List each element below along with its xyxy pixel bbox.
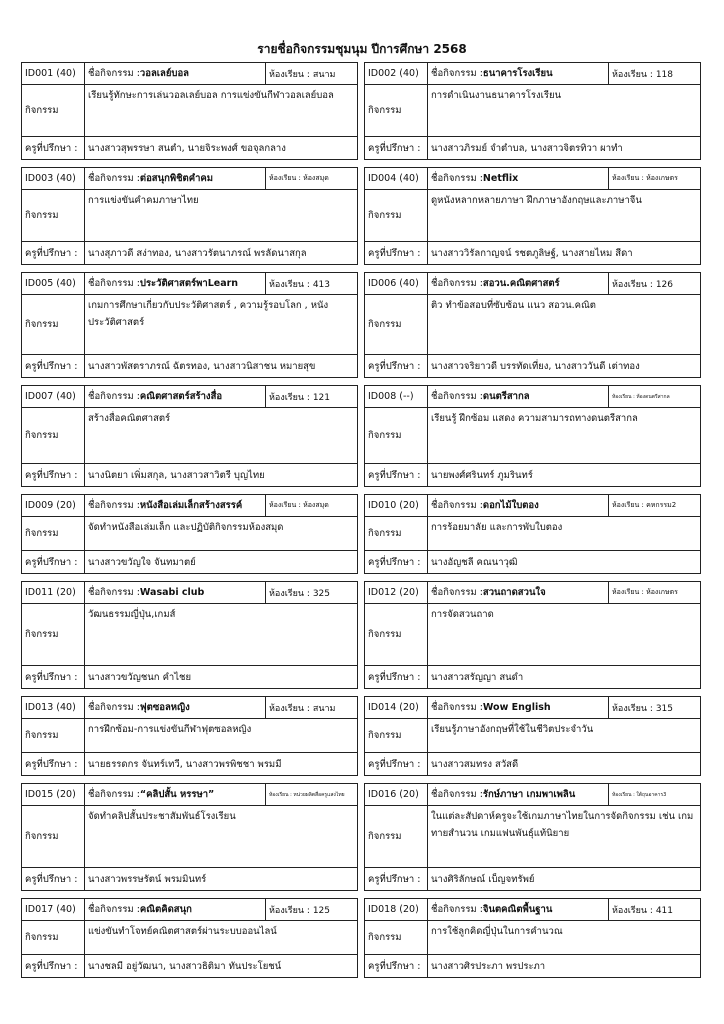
club-card	[21, 494, 358, 574]
advisor-names: นายพงศ์ศรินทร์ ภูมรินทร์	[431, 469, 533, 481]
club-id: ID004 (40)	[365, 168, 428, 190]
advisor-names: นางศิริลักษณ์ เบ็ญจทรัพย์	[431, 873, 535, 885]
activity-label: กิจกรรม	[22, 806, 85, 868]
advisor-label: ครูที่ปรึกษา :	[22, 242, 85, 264]
advisor-label: ครูที่ปรึกษา :	[22, 753, 85, 775]
club-name-prefix: ชื่อกิจกรรม :	[431, 587, 483, 598]
club-name: Wow English	[482, 702, 551, 713]
activity-label: กิจกรรม	[365, 604, 428, 666]
club-name: วอลเลย์บอล	[139, 68, 189, 79]
club-room: ห้องเรียน : คหกรรม2	[609, 495, 700, 517]
club-id: ID006 (40)	[365, 273, 428, 295]
advisor-names: นายธรรดกร จันทร์เทวี, นางสาวพรพิชชา พรมมี	[88, 758, 282, 770]
activity-label: กิจกรรม	[22, 190, 85, 242]
activity-description: การใช้ลูกคิดญี่ปุ่นในการคำนวณ	[428, 921, 700, 955]
advisor-label: ครูที่ปรึกษา :	[22, 666, 85, 688]
club-card	[364, 272, 701, 378]
advisor-label: ครูที่ปรึกษา :	[365, 753, 428, 775]
club-room: ห้องเรียน : 125	[266, 899, 357, 921]
advisor-names: นางสุภาวดี สง่าทอง, นางสาวรัตนาภรณ์ พรลัดนาสกุล	[88, 247, 307, 259]
activity-description: ในแต่ละสัปดาห์ครูจะใช้เกมภาษาไทยในการจัดกิจกรรม เช่น เกมทายสำนวน เกมแฟนพันธุ์แท้นิยาย	[428, 806, 700, 868]
club-name: รักษ์ภาษา เกมพาเพลิน	[482, 789, 576, 800]
club-name-cell	[428, 582, 609, 604]
club-name: ธนาคารโรงเรียน	[482, 68, 553, 79]
advisor-names: นางสาวพรรษรัตน์ พรมมินทร์	[88, 873, 207, 885]
club-name: คณิตศาสตร์สร้างสื่อ	[139, 391, 223, 402]
club-card	[21, 898, 358, 978]
activity-description: เกมการศึกษาเกี่ยวกับประวัติศาสตร์ , ความรู้รอบโลก , หนังประวัติศาสตร์	[85, 295, 357, 355]
club-room: ห้องเรียน : หน่วยผลิตสื่อครูแสงไทย	[266, 784, 357, 806]
advisor-label: ครูที่ปรึกษา :	[22, 955, 85, 977]
advisor-label: ครูที่ปรึกษา :	[365, 355, 428, 377]
club-name: “คลิปสั้น หรรษา”	[139, 789, 215, 800]
advisor-names: นางสาวภิรมย์ จำตำบล, นางสาวจิตรทิวา ผาทำ	[431, 142, 623, 154]
club-card	[364, 494, 701, 574]
club-room: ห้องเรียน : ห้องดนตรีสากล	[609, 386, 700, 408]
advisor-label: ครูที่ปรึกษา :	[365, 666, 428, 688]
activity-description: แข่งขันทำโจทย์คณิตศาสตร์ผ่านระบบออนไลน์	[85, 921, 357, 955]
club-name-prefix: ชื่อกิจกรรม :	[431, 173, 483, 184]
activity-label: กิจกรรม	[22, 604, 85, 666]
club-id: ID014 (20)	[365, 697, 428, 719]
activity-description: เรียนรู้ ฝึกซ้อม แสดง ความสามารถทางดนตรีสากล	[428, 408, 700, 464]
advisor-names: นางสาวสรัญญา สนดำ	[431, 671, 524, 683]
club-room: ห้องเรียน : 411	[609, 899, 700, 921]
club-room: ห้องเรียน : 118	[609, 63, 700, 85]
activity-description: การดำเนินงานธนาคารโรงเรียน	[428, 85, 700, 137]
club-name-cell	[85, 63, 266, 85]
club-name-prefix: ชื่อกิจกรรม :	[88, 587, 140, 598]
club-card	[364, 783, 701, 891]
advisor-label: ครูที่ปรึกษา :	[365, 464, 428, 486]
club-name-cell	[428, 386, 609, 408]
club-name-cell	[428, 495, 609, 517]
advisor-label: ครูที่ปรึกษา :	[365, 242, 428, 264]
club-name-cell	[428, 899, 609, 921]
club-room: ห้องเรียน : ห้องเกษตร	[609, 582, 700, 604]
club-room: ห้องเรียน : ห้องสมุด	[266, 168, 357, 190]
advisor-names: นางสาวขวัญชนก คำไชย	[88, 671, 192, 683]
club-name-cell	[85, 697, 266, 719]
club-card	[364, 167, 701, 265]
club-name-cell	[428, 63, 609, 85]
advisor-names: นางสาวสมทรง สวัสดี	[431, 758, 519, 770]
club-grid	[21, 62, 701, 978]
club-name-cell	[85, 495, 266, 517]
club-id: ID011 (20)	[22, 582, 85, 604]
club-name-prefix: ชื่อกิจกรรม :	[88, 391, 140, 402]
activity-label: กิจกรรม	[22, 921, 85, 955]
club-name-prefix: ชื่อกิจกรรม :	[431, 278, 483, 289]
club-card	[21, 272, 358, 378]
club-name-prefix: ชื่อกิจกรรม :	[431, 500, 483, 511]
advisor-names: นางนิตยา เพิ่มสกุล, นางสาวสาวิตรี บุญไทย	[88, 469, 265, 481]
advisor-names: นางสาวสุพรรษา สนตำ, นายจิระพงศ์ ขอจุลกลาง	[88, 142, 286, 154]
club-id: ID015 (20)	[22, 784, 85, 806]
activity-label: กิจกรรม	[22, 719, 85, 753]
activity-description: การฝึกซ้อม-การแข่งขันกีฬาฟุตซอลหญิง	[85, 719, 357, 753]
club-room: ห้องเรียน : 315	[609, 697, 700, 719]
club-name: หนังสือเล่มเล็กสร้างสรรค์	[139, 500, 243, 511]
advisor-names: นางสาวพัสตราภรณ์ ฉัตรทอง, นางสาวนิสาชน หมายสุข	[88, 360, 316, 372]
club-name-cell	[428, 168, 609, 190]
club-name-prefix: ชื่อกิจกรรม :	[88, 500, 140, 511]
club-id: ID009 (20)	[22, 495, 85, 517]
club-name-cell	[85, 899, 266, 921]
club-id: ID013 (40)	[22, 697, 85, 719]
advisor-label: ครูที่ปรึกษา :	[365, 868, 428, 890]
club-card	[21, 696, 358, 776]
activity-description: เรียนรู้ทักษะการเล่นวอลเลย์บอล การแข่งขันกีฬาวอลเลย์บอล	[85, 85, 357, 137]
club-name: สวนถาดสวนใจ	[482, 587, 546, 598]
advisor-label: ครูที่ปรึกษา :	[365, 137, 428, 159]
club-card	[364, 898, 701, 978]
activity-description: สร้างสื่อคณิตศาสตร์	[85, 408, 357, 464]
club-name-prefix: ชื่อกิจกรรม :	[431, 702, 483, 713]
activity-label: กิจกรรม	[365, 85, 428, 137]
club-id: ID007 (40)	[22, 386, 85, 408]
club-name-prefix: ชื่อกิจกรรม :	[431, 68, 483, 79]
club-name-prefix: ชื่อกิจกรรม :	[88, 173, 140, 184]
activity-label: กิจกรรม	[365, 295, 428, 355]
advisor-label: ครูที่ปรึกษา :	[22, 551, 85, 573]
activity-description: การจัดสวนถาด	[428, 604, 700, 666]
activity-label: กิจกรรม	[22, 408, 85, 464]
activity-description: การแข่งขันคำคมภาษาไทย	[85, 190, 357, 242]
club-name-cell	[428, 697, 609, 719]
advisor-label: ครูที่ปรึกษา :	[22, 137, 85, 159]
club-room: ห้องเรียน : 325	[266, 582, 357, 604]
club-id: ID003 (40)	[22, 168, 85, 190]
advisor-label: ครูที่ปรึกษา :	[365, 955, 428, 977]
club-name-prefix: ชื่อกิจกรรม :	[88, 904, 140, 915]
club-id: ID008 (--)	[365, 386, 428, 408]
page-title: รายชื่อกิจกรรมชุมนุม ปีการศึกษา 2568	[257, 42, 467, 56]
club-id: ID002 (40)	[365, 63, 428, 85]
club-name-prefix: ชื่อกิจกรรม :	[88, 702, 140, 713]
club-room: ห้องเรียน : 413	[266, 273, 357, 295]
advisor-names: นางชลมี อยู่วัฒนา, นางสาวธิติมา ทันประโยชน์	[88, 960, 282, 972]
club-name-cell	[85, 168, 266, 190]
activity-description: จัดทำหนังสือเล่มเล็ก และปฏิบัติกิจกรรมห้องสมุด	[85, 517, 357, 551]
activity-description: จัดทำคลิปสั้นประชาสัมพันธ์โรงเรียน	[85, 806, 357, 868]
advisor-names: นางอัญชลี คณนาวุฒิ	[431, 556, 518, 568]
club-name-cell	[428, 273, 609, 295]
club-name-cell	[428, 784, 609, 806]
club-name: Wasabi club	[139, 587, 205, 598]
club-card	[364, 385, 701, 487]
activity-label: กิจกรรม	[365, 806, 428, 868]
activity-label: กิจกรรม	[22, 295, 85, 355]
advisor-names: นางสาววิรัลกาญจน์ รชตภูลิษฐ์, นางสายไหม สีดา	[431, 247, 633, 259]
activity-label: กิจกรรม	[22, 517, 85, 551]
club-id: ID016 (20)	[365, 784, 428, 806]
advisor-names: นางสาวจริยาวดี บรรทัดเที่ยง, นางสาววันดี เต่าทอง	[431, 360, 640, 372]
activity-label: กิจกรรม	[365, 921, 428, 955]
club-name: จินตคณิตพื้นฐาน	[482, 904, 553, 915]
club-id: ID018 (20)	[365, 899, 428, 921]
club-room: ห้องเรียน : ห้องเกษตร	[609, 168, 700, 190]
activity-label: กิจกรรม	[365, 517, 428, 551]
club-room: ห้องเรียน : ใต้ถุนอาคาร3	[609, 784, 700, 806]
club-name-prefix: ชื่อกิจกรรม :	[431, 391, 483, 402]
activity-label: กิจกรรม	[22, 85, 85, 137]
activity-description: วัฒนธรรมญี่ปุ่น,เกมส์	[85, 604, 357, 666]
club-card	[21, 167, 358, 265]
activity-description: การร้อยมาลัย และการพับใบตอง	[428, 517, 700, 551]
club-id: ID001 (40)	[22, 63, 85, 85]
club-name-prefix: ชื่อกิจกรรม :	[431, 904, 483, 915]
activity-description: ดูหนังหลากหลายภาษา ฝึกภาษาอังกฤษและภาษาจีน	[428, 190, 700, 242]
club-name-cell	[85, 273, 266, 295]
club-name-cell	[85, 784, 266, 806]
club-room: ห้องเรียน : 126	[609, 273, 700, 295]
club-id: ID010 (20)	[365, 495, 428, 517]
activity-label: กิจกรรม	[365, 408, 428, 464]
club-room: ห้องเรียน : สนาม	[266, 63, 357, 85]
club-card	[21, 385, 358, 487]
club-room: ห้องเรียน : 121	[266, 386, 357, 408]
club-card	[364, 581, 701, 689]
activity-description: ติว ทำข้อสอบที่ซับซ้อน แนว สอวน.คณิต	[428, 295, 700, 355]
club-id: ID012 (20)	[365, 582, 428, 604]
club-card	[364, 62, 701, 160]
advisor-label: ครูที่ปรึกษา :	[22, 868, 85, 890]
club-name: Netflix	[482, 173, 519, 184]
club-room: ห้องเรียน : สนาม	[266, 697, 357, 719]
advisor-label: ครูที่ปรึกษา :	[22, 355, 85, 377]
club-name: คณิตคิดสนุก	[139, 904, 192, 915]
advisor-label: ครูที่ปรึกษา :	[22, 464, 85, 486]
activity-label: กิจกรรม	[365, 719, 428, 753]
club-card	[21, 581, 358, 689]
club-card	[364, 696, 701, 776]
club-name: ดอกไม้ใบตอง	[482, 500, 539, 511]
advisor-names: นางสาวขวัญใจ จันทมาตย์	[88, 556, 196, 568]
club-name-cell	[85, 582, 266, 604]
club-name: ฟุตซอลหญิง	[139, 702, 190, 713]
club-room: ห้องเรียน : ห้องสมุด	[266, 495, 357, 517]
club-name-cell	[85, 386, 266, 408]
club-name-prefix: ชื่อกิจกรรม :	[88, 789, 140, 800]
club-card	[21, 783, 358, 891]
advisor-label: ครูที่ปรึกษา :	[365, 551, 428, 573]
advisor-names: นางสาวศิรประภา พรประภา	[431, 960, 546, 972]
club-name-prefix: ชื่อกิจกรรม :	[431, 789, 483, 800]
club-name-prefix: ชื่อกิจกรรม :	[88, 68, 140, 79]
club-name-prefix: ชื่อกิจกรรม :	[88, 278, 140, 289]
club-id: ID005 (40)	[22, 273, 85, 295]
club-card	[21, 62, 358, 160]
club-name: ประวัติศาสตร์พาLearn	[139, 278, 239, 289]
club-name: สอวน.คณิตศาสตร์	[482, 278, 560, 289]
activity-description: เรียนรู้ภาษาอังกฤษที่ใช้ในชีวิตประจำวัน	[428, 719, 700, 753]
club-name: ดนตรีสากล	[482, 391, 530, 402]
club-id: ID017 (40)	[22, 899, 85, 921]
club-name: ต่อสนุกพิชิตคำคม	[139, 173, 214, 184]
activity-label: กิจกรรม	[365, 190, 428, 242]
